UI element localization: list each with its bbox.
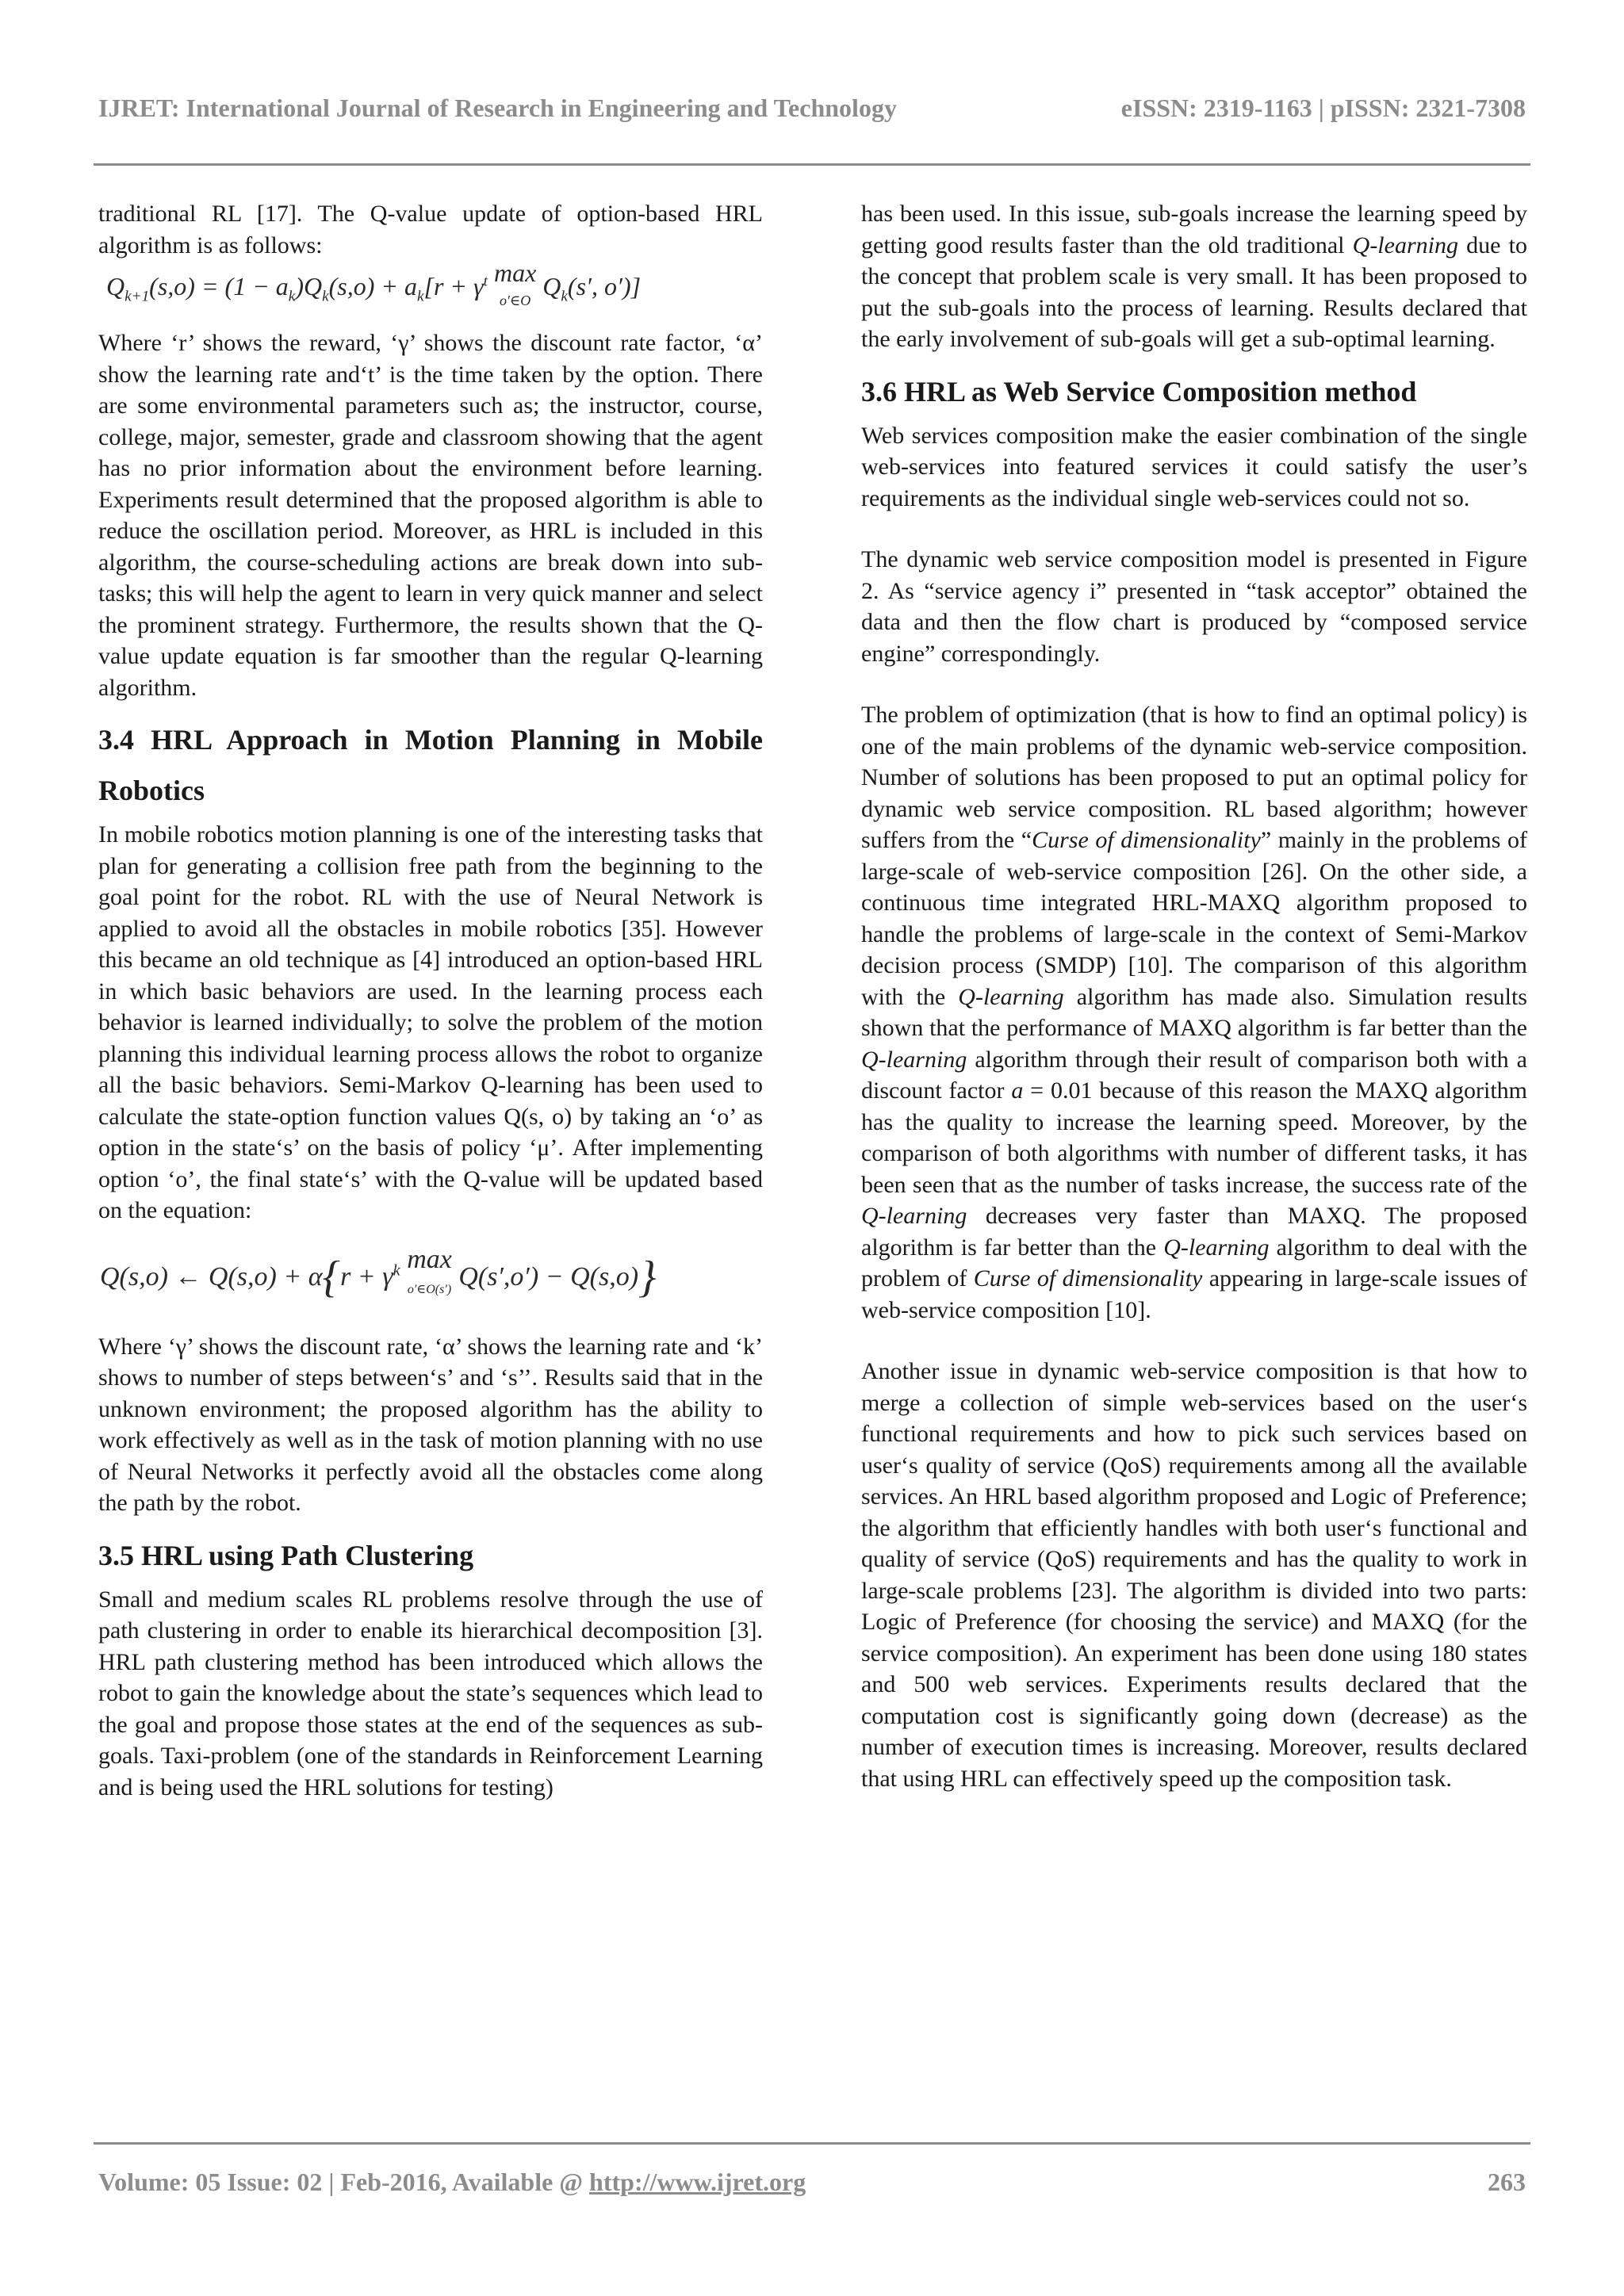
header-rule <box>94 163 1530 166</box>
paragraph-motion-planning: In mobile robotics motion planning is one of the interesting tasks that plan for generating a collision free path from the beginning to the goal point for the robot. RL with the use of Neural Network is applied to avoid all the obstacles in mobile robotics [35]. However this became an old technique as [4] introduced an option-based HRL in which basic behaviors are used. In the learning process each behavior is learned individually; to solve the problem of the motion planning this individual learning process allows the robot to organize all the basic behaviors. Semi-Markov Q-learning has been used to calculate the state-option function values Q(s, o) by taking an ‘o’ as option in the state‘s’ on the basis of policy ‘μ’. After implementing option ‘o’, the final state‘s’ with the Q-value will be updated based on the equation: <box>98 821 763 1223</box>
journal-link[interactable]: http://www.ijret.org <box>589 2168 806 2196</box>
footer-volume: Volume: 05 Issue: 02 | Feb-2016, Available @ http://www.ijret.org <box>98 2168 806 2196</box>
right-column <box>861 198 1527 1794</box>
paragraph-dynamic-model: The dynamic web service composition model is presented in Figure 2. As “service agency i” presented in “task acceptor” obtained the data and then the flow chart is produced by “composed service engine” correspondingly. <box>861 546 1527 667</box>
footer-rule <box>94 2142 1530 2145</box>
section-heading-3-4-line2: Robotics <box>98 775 205 806</box>
paragraph-option-hrl: traditional RL [17]. The Q-value update of option-based HRL algorithm is as follows: <box>98 201 763 258</box>
paragraph-motion-results: Where ‘γ’ shows the discount rate, ‘α’ shows the learning rate and ‘k’ shows to number of steps between‘s’ and ‘s’’. Results said that in the unknown environment; the proposed algorithm has the ability to work effectively as well as in the task of motion planning with no use of Neural Networks it perfectly avoid all the obstacles come along the path by the robot. <box>98 1333 763 1516</box>
paragraph-path-clustering: Small and medium scales RL problems resolve through the use of path clustering in order to enable its hierarchical decomposition [3]. HRL path clustering method has been introduced which allows the robot to gain the knowledge about the state’s sequences which lead to the goal and propose those states at the end of the sequences as sub-goals. Taxi-problem (one of the standards in Reinforcement Learning and is being used the HRL solutions for testing) <box>98 1586 763 1800</box>
paragraph-optimization: The problem of optimization (that is how to find an optimal policy) is one of the main problems of the dynamic web-service composition. Number of solutions has been proposed to put an optimal policy for dynamic web service composition. RL based algorithm; however suffers from the “Curse of dimensionality” mainly in the problems of large-scale of web-service composition [26]. On the other side, a continuous time integrated HRL-MAXQ algorithm proposed to handle the problems of large-scale in the context of Semi-Markov decision process (SMDP) [10]. The comparison of this algorithm with the Q-learning algorithm has made also. Simulation results shown that the performance of MAXQ algorithm is far better than the Q-learning algorithm through their result of comparison both with a discount factor a = 0.01 because of this reason the MAXQ algorithm has the quality to increase the learning speed. Moreover, by the comparison of both algorithms with number of different tasks, it has been seen that as the number of tasks increase, the success rate of the Q-learning decreases very faster than MAXQ. The proposed algorithm is far better than the Q-learning algorithm to deal with the problem of Curse of dimensionality appearing in large-scale issues of web-service composition [10]. <box>861 702 1528 1323</box>
section-heading-3-4 <box>98 714 763 816</box>
page-number: 263 <box>1488 2168 1526 2196</box>
issn-info: eISSN: 2319-1163 | pISSN: 2321-7308 <box>1120 94 1526 122</box>
section-heading-3-4-line1: 3.4 HRL Approach in Motion Planning in Mobile <box>98 724 763 756</box>
paragraph-qos: Another issue in dynamic web-service composition is that how to merge a collection of simple web-services based on the user‘s functional requirements and how to pick such services based on user‘s quality of service (QoS) requirements among all the available services. An HRL based algorithm proposed and Logic of Preference; the algorithm that efficiently handles with both user‘s functional and quality of service (QoS) requirements and has the quality to work in large-scale problems [23]. The algorithm is divided into two parts: Logic of Preference (for choosing the service) and MAXQ (for the service composition). An experiment has been done using 180 states and 500 web services. Experiments results declared that the computation cost is significantly going down (decrease) as the number of execution times is increasing. Moreover, results declared that using HRL can effectively speed up the composition task. <box>861 1358 1527 1792</box>
left-column <box>98 198 763 1803</box>
paragraph-subgoals: has been used. In this issue, sub-goals increase the learning speed by getting good results faster than the old traditional Q-learning due to the concept that problem scale is very small. It has been proposed to put the sub-goals into the process of learning. Results declared that the early involvement of sub-goals will get a sub-optimal learning. <box>861 201 1527 352</box>
paragraph-web-services: Web services composition make the easier combination of the single web-services into featured services it could satisfy the user’s requirements as the individual single web-services could not so. <box>861 422 1527 511</box>
equation-option-q-update: $Q_{k+1}(s,o) = (1 - a_k)Q_k(s,o) + a_k[r + \gamma^t$ max o′∈O $Q_k(s'$, o′)] <box>106 258 642 308</box>
section-heading-3-6: 3.6 HRL as Web Service Composition method <box>861 375 1417 408</box>
section-heading-3-5: 3.5 HRL using Path Clustering <box>98 1539 474 1571</box>
equation-smdp-q-update: Q(s,o) ← $Q(s,o) + \alpha\{r + \gamma^k$ max o′∈O(s′) Q(s′,o′) − Q(s,o)} <box>100 1244 657 1302</box>
page-footer <box>98 2168 1526 2207</box>
page-header <box>98 94 1526 141</box>
journal-title: IJRET: International Journal of Research in Engineering and Technology <box>98 94 897 122</box>
paragraph-option-hrl-explained: Where ‘r’ shows the reward, ‘γ’ shows the discount rate factor, ‘α’ show the learning rate and‘t’ is the time taken by the option. There are some environmental parameters such as; the instructor, course, college, major, semester, grade and classroom showing that the agent has no prior information about the environment before learning. Experiments result determined that the proposed algorithm is able to reduce the oscillation period. Moreover, as HRL is included in this algorithm, the course-scheduling actions are break down into sub-tasks; this will help the agent to learn in very quick manner and select the prominent strategy. Furthermore, the results shown that the Q-value update equation is far smoother than the regular Q-learning algorithm. <box>98 330 763 701</box>
